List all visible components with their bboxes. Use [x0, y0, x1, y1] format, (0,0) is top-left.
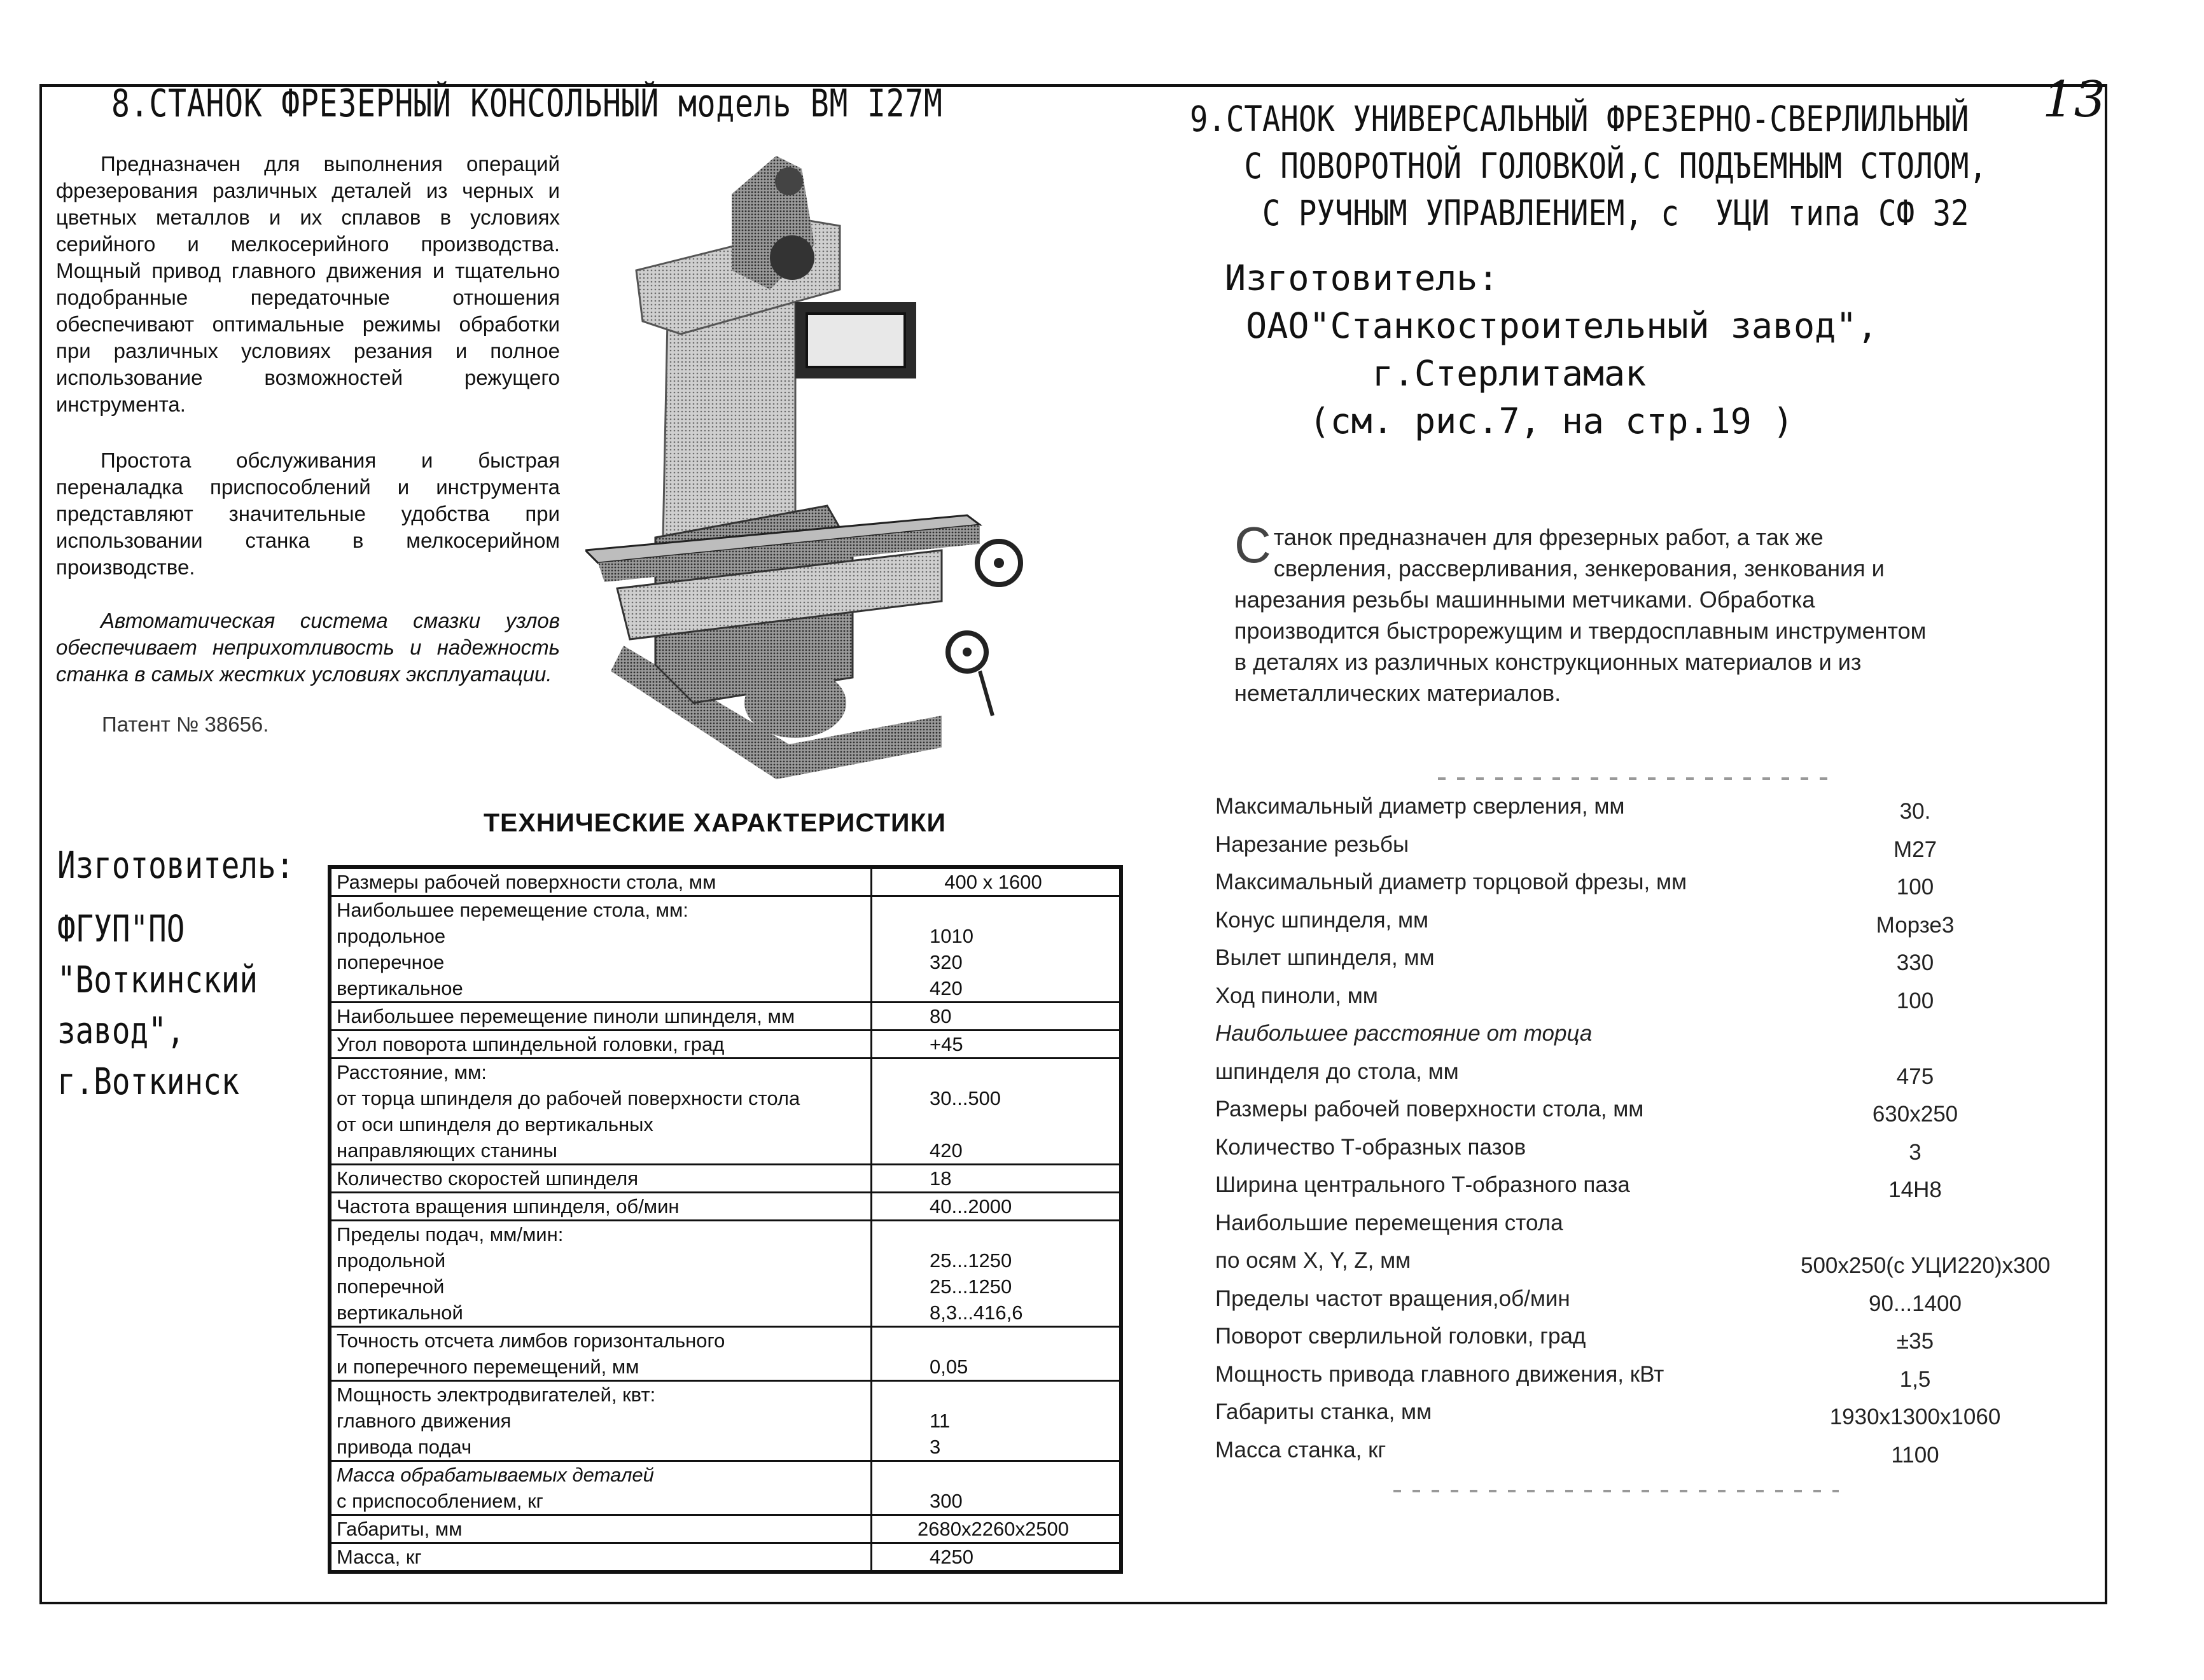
spec-value: 1930х1300х1060 — [1829, 1405, 2001, 1429]
spec-value: 320 — [872, 949, 1122, 975]
spec-value: 11 — [872, 1408, 1122, 1434]
manufacturer-line: г.Воткинск — [57, 1060, 240, 1103]
spec-label: поперечное — [330, 949, 872, 975]
spec-value: 1,5 — [1899, 1366, 1931, 1392]
manufacturer-label: Изготовитель: — [57, 843, 295, 887]
spec-value: 100 — [1896, 988, 1934, 1013]
spec-row — [330, 975, 1121, 1003]
spec-label: Размеры рабочей поверхности стола, мм — [1215, 1097, 1644, 1121]
manufacturer-line: завод", — [57, 1009, 185, 1052]
spec-row — [330, 1085, 1121, 1111]
spec-row — [330, 896, 1121, 924]
tech-specs-heading: ТЕХНИЧЕСКИЕ ХАРАКТЕРИСТИКИ — [484, 808, 946, 837]
spec-row — [330, 1003, 1121, 1031]
spec-row — [330, 1461, 1121, 1489]
spec-label: Максимальный диаметр сверления, мм — [1215, 794, 1625, 819]
manufacturer-line: ОАО"Станкостроительный завод", — [1225, 305, 1878, 346]
spec-value: 4250 — [872, 1543, 1122, 1572]
spec-label: Точность отсчета лимбов горизонтального — [330, 1327, 872, 1354]
title-line: С РУЧНЫМ УПРАВЛЕНИЕМ, с УЦИ типа СФ 32 — [1190, 193, 1969, 233]
spec-label: продольное — [330, 923, 872, 949]
spec-label: привода подач — [330, 1434, 872, 1461]
spec-label: от оси шпинделя до вертикальных — [330, 1111, 872, 1137]
spec-value: 1010 — [872, 923, 1122, 949]
spec-row — [1215, 1172, 2042, 1211]
spec-label: Мощность привода главного движения, кВт — [1215, 1361, 1664, 1387]
spec-row — [330, 1111, 1121, 1137]
spec-row — [1215, 1021, 2042, 1059]
spec-row — [1215, 1135, 2042, 1173]
spec-value — [872, 1111, 1122, 1137]
spec-row — [330, 1300, 1121, 1327]
spec-value: 300 — [872, 1488, 1122, 1515]
spec-label: вертикальной — [330, 1300, 872, 1327]
spec-value: 475 — [1896, 1064, 1934, 1089]
spec-row — [330, 1031, 1121, 1059]
spec-value: 18 — [872, 1165, 1122, 1193]
spec-row — [330, 1059, 1121, 1086]
spec-label: Частота вращения шпинделя, об/мин — [330, 1193, 872, 1221]
spec-row — [330, 867, 1121, 896]
spec-value: Морзе3 — [1876, 912, 1955, 938]
spec-row — [1215, 1211, 2042, 1249]
spec-value: 3 — [1909, 1139, 1922, 1165]
spec-label: шпинделя до стола, мм — [1215, 1059, 1459, 1084]
description-paragraph-3: Автоматическая система смазки узлов обеспечивает неприхотливость и надежность станка в самых жестких условиях эксплуатации. — [56, 609, 560, 686]
spec-row — [330, 1327, 1121, 1354]
spec-value: 420 — [872, 975, 1122, 1003]
spec-label: Расстояние, мм: — [330, 1059, 872, 1086]
drop-cap: С — [1234, 517, 1271, 573]
spec-row — [1215, 1438, 2042, 1476]
spec-label: Количество Т-образных пазов — [1215, 1134, 1526, 1160]
spec-label: поперечной — [330, 1274, 872, 1300]
spec-value: 25...1250 — [872, 1274, 1122, 1300]
spec-value: 500х250(с УЦИ220)х300 — [1801, 1253, 2051, 1278]
machine-9-title — [1190, 95, 1987, 237]
spec-label: Масса, кг — [330, 1543, 872, 1572]
spec-value: 80 — [872, 1003, 1122, 1031]
spec-row — [1215, 1248, 2051, 1286]
spec-label: Ширина центрального Т-образного паза — [1215, 1172, 1630, 1197]
machine-8-title: 8.СТАНОК ФРЕЗЕРНЫЙ КОНСОЛЬНЫЙ модель ВМ I27М — [111, 81, 943, 126]
spec-value: 3 — [872, 1434, 1122, 1461]
spec-label: Размеры рабочей поверхности стола, мм — [330, 867, 872, 896]
spec-row — [330, 1354, 1121, 1381]
spec-row — [330, 1408, 1121, 1434]
spec-row — [1215, 1097, 2042, 1135]
spec-label: вертикальное — [330, 975, 872, 1003]
spec-row — [1215, 1362, 2042, 1400]
patent-number: Патент № 38656. — [102, 712, 269, 736]
manufacturer-line: (см. рис.7, на стр.19 ) — [1225, 401, 1794, 441]
page-number: 13 — [2042, 71, 2106, 128]
spec-value: 8,3...416,6 — [872, 1300, 1122, 1327]
description-text: танок предназначен для фрезерных работ, а так же сверления, рассверливания, зенкерования, зенкования и нарезания резьбы машинными метчиками. Обработка производится быстрорежущим и твердосплавным инструментом в деталях из различных конструкционных материалов и из неметаллических материалов. — [1234, 524, 1927, 706]
machine-9-description — [1234, 517, 1928, 709]
spec-row — [1215, 945, 2042, 983]
spec-row — [330, 1274, 1121, 1300]
spec-row — [1215, 832, 2042, 870]
spec-row — [330, 1247, 1121, 1274]
spec-label: от торца шпинделя до рабочей поверхности стола — [330, 1085, 872, 1111]
description-paragraph-1: Предназначен для выполнения операций фрезерования различных деталей из черных и цветных металлов и их сплавов в условиях серийного и мелкосерийного производства. Мощный привод главного движения и тщательно подобранные передаточные отношения обеспечивают оптимальные режимы обработки при различных условиях резания и полное использование возможностей режущего инструмента. — [56, 152, 560, 416]
spec-row — [1215, 1399, 2042, 1438]
spec-label: Угол поворота шпиндельной головки, град — [330, 1031, 872, 1059]
spec-value: ±35 — [1896, 1329, 1934, 1354]
spec-label: Количество скоростей шпинделя — [330, 1165, 872, 1193]
spec-label: с приспособлением, кг — [330, 1488, 872, 1515]
spec-row — [330, 949, 1121, 975]
manufacturer-line: ФГУП"ПО — [57, 907, 185, 950]
spec-value: М27 — [1893, 837, 1937, 862]
spec-label: главного движения — [330, 1408, 872, 1434]
spec-label: Наибольшее перемещение стола, мм: — [330, 896, 872, 924]
spec-row — [330, 1543, 1121, 1572]
scan-artifact — [1393, 1490, 1839, 1492]
spec-row — [330, 1165, 1121, 1193]
spec-label: Габариты станка, мм — [1215, 1399, 1432, 1424]
spec-label: Мощность электродвигателей, квт: — [330, 1381, 872, 1408]
spec-value: 420 — [872, 1137, 1122, 1165]
spec-row — [330, 1381, 1121, 1408]
spec-row — [1215, 1059, 2042, 1097]
spec-value — [872, 1461, 1122, 1489]
spec-value — [872, 1221, 1122, 1248]
spec-value: 30. — [1899, 799, 1931, 824]
spec-label: направляющих станины — [330, 1137, 872, 1165]
spec-label: Нарезание резьбы — [1215, 831, 1409, 857]
spec-label: Габариты, мм — [330, 1515, 872, 1543]
tech-specs-table — [328, 865, 1123, 1574]
spec-row — [330, 1434, 1121, 1461]
spec-label: Наибольшее перемещение пиноли шпинделя, мм — [330, 1003, 872, 1031]
spec-value: +45 — [872, 1031, 1122, 1059]
spec-label: по осям X, Y, Z, мм — [1215, 1248, 1411, 1273]
right-manufacturer — [1225, 254, 1878, 445]
spec-value: 400 х 1600 — [872, 867, 1122, 896]
spec-row — [1215, 870, 2042, 908]
spec-value: 30...500 — [872, 1085, 1122, 1111]
scan-artifact — [1438, 777, 1832, 780]
spec-label: Максимальный диаметр торцовой фрезы, мм — [1215, 870, 1687, 894]
description-paragraph-2: Простота обслуживания и быстрая переналадка приспособлений и инструмента представляют значительные удобства при использовании станка в мелкосерийном производстве. — [56, 448, 560, 579]
spec-label: Масса станка, кг — [1215, 1437, 1386, 1462]
spec-value: 40...2000 — [872, 1193, 1122, 1221]
spec-label: Поворот сверлильной головки, град — [1215, 1324, 1586, 1349]
spec-value: 14Н8 — [1888, 1177, 1942, 1202]
machine-9-specs-list — [1215, 794, 2051, 1475]
spec-row — [330, 1221, 1121, 1248]
spec-row — [1215, 908, 2042, 946]
spec-value: 330 — [1896, 950, 1934, 975]
spec-value: 100 — [1896, 875, 1934, 899]
spec-label: Масса обрабатываемых деталей — [330, 1461, 872, 1489]
title-line: 9.СТАНОК УНИВЕРСАЛЬНЫЙ ФРЕЗЕРНО-СВЕРЛИЛЬНЫЙ — [1190, 99, 1969, 139]
spec-row — [1215, 983, 2042, 1022]
spec-value: 90...1400 — [1869, 1291, 1962, 1316]
spec-value: 630х250 — [1872, 1102, 1958, 1127]
spec-label: Ход пиноли, мм — [1215, 983, 1378, 1008]
spec-row — [1215, 794, 2042, 832]
spec-row — [330, 1137, 1121, 1165]
spec-label: Наибольшее расстояние от торца — [1215, 1021, 1593, 1046]
spec-value — [872, 896, 1122, 924]
spec-value: 0,05 — [872, 1354, 1122, 1381]
spec-label: Пределы подач, мм/мин: — [330, 1221, 872, 1248]
spec-row — [330, 1193, 1121, 1221]
spec-row — [1215, 1324, 2042, 1362]
spec-label: Конус шпинделя, мм — [1215, 907, 1429, 933]
spec-label: Вылет шпинделя, мм — [1215, 945, 1435, 970]
spec-value: 25...1250 — [872, 1247, 1122, 1274]
spec-label: и поперечного перемещений, мм — [330, 1354, 872, 1381]
spec-row — [330, 1488, 1121, 1515]
left-manufacturer — [57, 840, 294, 1107]
spec-row — [330, 1515, 1121, 1543]
spec-value: 1100 — [1891, 1442, 1939, 1468]
spec-label: Наибольшие перемещения стола — [1215, 1210, 1563, 1235]
spec-value — [872, 1059, 1122, 1086]
spec-value — [872, 1327, 1122, 1354]
manufacturer-label: Изготовитель: — [1225, 258, 1499, 298]
spec-value — [872, 1381, 1122, 1408]
spec-row — [1215, 1286, 2042, 1324]
title-line: С ПОВОРОТНОЙ ГОЛОВКОЙ,С ПОДЪЕМНЫМ СТОЛОМ, — [1190, 146, 1987, 186]
manufacturer-line: г.Стерлитамак — [1225, 353, 1647, 394]
spec-value: 2680х2260х2500 — [872, 1515, 1122, 1543]
spec-label: продольной — [330, 1247, 872, 1274]
spec-label: Пределы частот вращения,об/мин — [1215, 1286, 1570, 1311]
spec-row — [330, 923, 1121, 949]
milling-machine-photo — [585, 143, 1082, 786]
manufacturer-line: "Воткинский — [57, 958, 258, 1001]
